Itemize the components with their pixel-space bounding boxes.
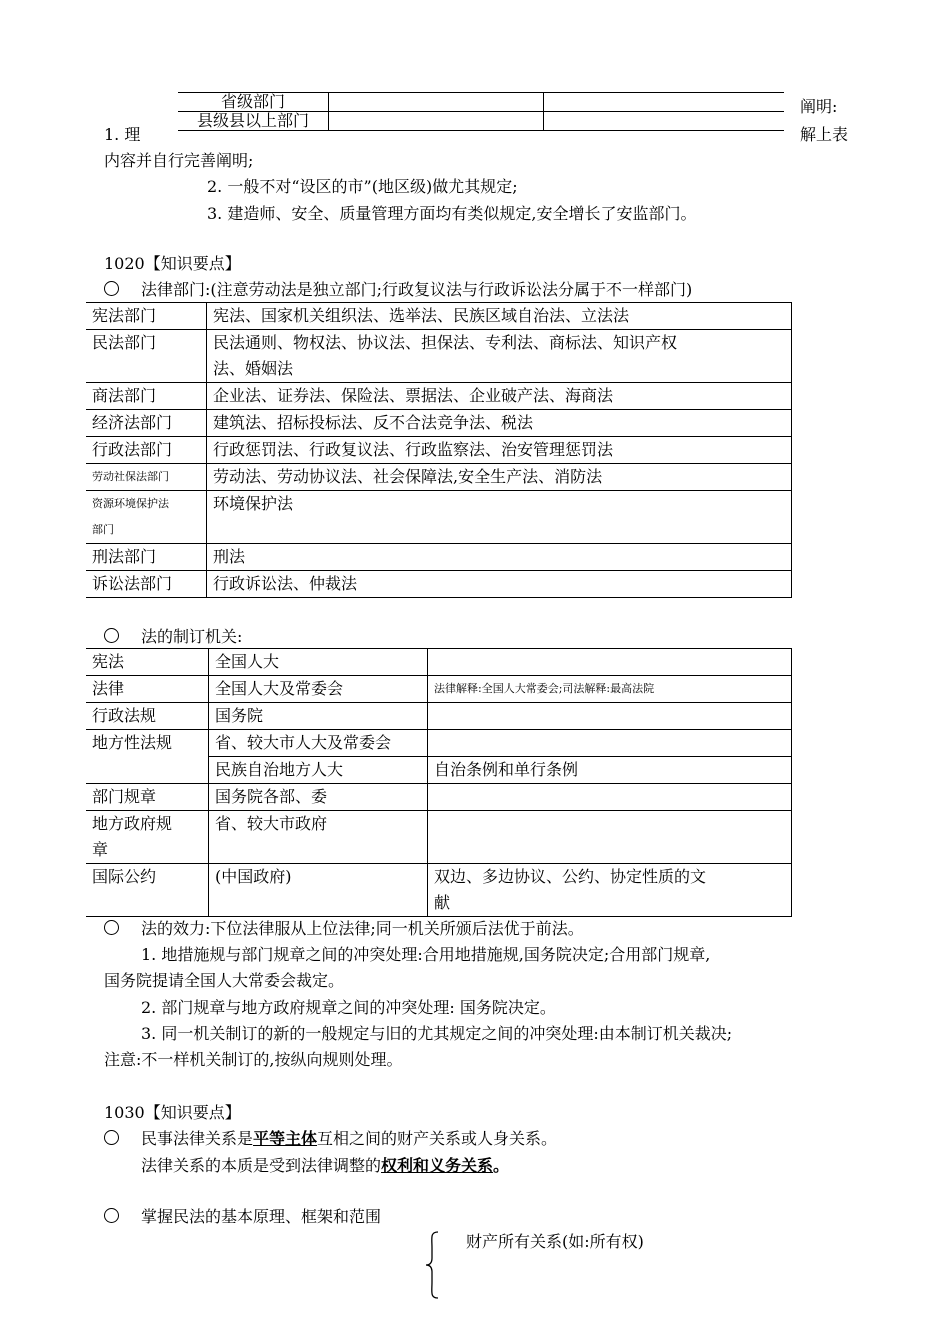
dept-cell: 宪法部门 <box>86 303 207 330</box>
left-brace-icon <box>424 1230 440 1300</box>
laws-cell: 行政诉讼法、仲裁法 <box>207 571 792 598</box>
laws-cell: 企业法、证券法、保险法、票据法、企业破产法、海商法 <box>207 383 792 410</box>
note-cell: 自治条例和单行条例 <box>428 757 792 784</box>
top-table-cell <box>544 112 785 131</box>
note-cell <box>428 649 792 676</box>
circle-bullet-icon <box>104 920 119 935</box>
circle-bullet-icon <box>104 628 119 643</box>
circle-bullet-icon <box>104 281 119 296</box>
laws-cell: 行政惩罚法、行政复议法、行政监察法、治安管理惩罚法 <box>207 437 792 464</box>
effect-p1b: 国务院提请全国人大常委会裁定。 <box>104 971 345 990</box>
section-heading-1020: 1020【知识要点】 <box>104 254 241 273</box>
top-table-cell <box>544 93 785 112</box>
bullet-effect: 法的效力:下位法律服从上位法律;同一机关所颁后法优于前法。 <box>104 916 584 939</box>
dept-cell: 劳动社保法部门 <box>86 464 207 491</box>
laws-cell: 宪法、国家机关组织法、选举法、民族区域自治法、立法法 <box>207 303 792 330</box>
type-cell: 地方性法规 <box>86 730 209 784</box>
note-cell <box>428 784 792 811</box>
top-table-cell: 县级县以上部门 <box>178 112 329 131</box>
organ-cell: 省、较大市政府 <box>209 811 428 864</box>
law-organs-table <box>86 648 792 917</box>
note-cell <box>428 811 792 864</box>
bullet-civil-relation: 民事法律关系是平等主体互相之间的财产关系或人身关系。 <box>104 1126 557 1149</box>
note-item-3: 3. 建造师、安全、质量管理方面均有类似规定,安全增长了安监部门。 <box>207 204 697 223</box>
organ-cell: 民族自治地方人大 <box>209 757 428 784</box>
section-heading-1030: 1030【知识要点】 <box>104 1103 241 1122</box>
note-item-2: 2. 一般不对“设区的市”(地区级)做尤其规定; <box>207 177 518 196</box>
note-item-1-right: 解上表 <box>800 125 849 144</box>
civil-relation-essence: 法律关系的本质是受到法律调整的权利和义务关系。 <box>141 1156 510 1175</box>
dept-cell: 民法部门 <box>86 330 207 383</box>
dept-cell: 商法部门 <box>86 383 207 410</box>
note-item-1-cont: 内容并自行完善阐明; <box>104 151 254 170</box>
type-cell: 国际公约 <box>86 864 209 917</box>
organ-cell: (中国政府) <box>209 864 428 917</box>
note-cell <box>428 703 792 730</box>
effect-p2: 2. 部门规章与地方政府规章之间的冲突处理: 国务院决定。 <box>141 998 556 1017</box>
law-departments-table <box>86 302 792 598</box>
dept-cell: 资源环境保护法 部门 <box>86 491 207 544</box>
dept-cell: 诉讼法部门 <box>86 571 207 598</box>
organ-cell: 国务院 <box>209 703 428 730</box>
effect-p3a: 3. 同一机关制订的新的一般规定与旧的尤其规定之间的冲突处理:由本制订机关裁决; <box>141 1024 733 1043</box>
bullet-law-depts: 法律部门:(注意劳动法是独立部门;行政复议法与行政诉讼法分属于不一样部门) <box>104 277 692 300</box>
organ-cell: 省、较大市人大及常委会 <box>209 730 428 757</box>
note-cell <box>428 730 792 757</box>
type-cell: 法律 <box>86 676 209 703</box>
dept-cell: 行政法部门 <box>86 437 207 464</box>
effect-p3b: 注意:不一样机关制订的,按纵向规则处理。 <box>104 1050 403 1069</box>
laws-cell: 环境保护法 <box>207 491 792 544</box>
note-label: 阐明: <box>800 97 838 116</box>
circle-bullet-icon <box>104 1130 119 1145</box>
laws-cell: 刑法 <box>207 544 792 571</box>
laws-cell: 民法通则、物权法、协议法、担保法、专利法、商标法、知识产权 法、婚姻法 <box>207 330 792 383</box>
type-cell: 宪法 <box>86 649 209 676</box>
effect-p1a: 1. 地措施规与部门规章之间的冲突处理:合用地措施规,国务院决定;合用部门规章, <box>141 945 711 964</box>
note-cell: 双边、多边协议、公约、协定性质的文 献 <box>428 864 792 917</box>
dept-cell: 刑法部门 <box>86 544 207 571</box>
organ-cell: 全国人大及常委会 <box>209 676 428 703</box>
top-partial-table <box>178 92 784 131</box>
top-table-cell <box>329 112 544 131</box>
note-cell: 法律解释:全国人大常委会;司法解释:最高法院 <box>428 676 792 703</box>
bullet-civil-principles: 掌握民法的基本原理、框架和范围 <box>104 1204 381 1227</box>
brace-item-property: 财产所有关系(如:所有权) <box>466 1232 644 1251</box>
dept-cell: 经济法部门 <box>86 410 207 437</box>
top-table-cell <box>329 93 544 112</box>
type-cell: 行政法规 <box>86 703 209 730</box>
organ-cell: 国务院各部、委 <box>209 784 428 811</box>
top-table-cell: 省级部门 <box>178 93 329 112</box>
circle-bullet-icon <box>104 1208 119 1223</box>
type-cell: 部门规章 <box>86 784 209 811</box>
laws-cell: 建筑法、招标投标法、反不合法竞争法、税法 <box>207 410 792 437</box>
type-cell: 地方政府规 章 <box>86 811 209 864</box>
note-item-1-prefix: 1. 理 <box>104 125 141 144</box>
organ-cell: 全国人大 <box>209 649 428 676</box>
laws-cell: 劳动法、劳动协议法、社会保障法,安全生产法、消防法 <box>207 464 792 491</box>
bullet-organs: 法的制订机关: <box>104 624 242 647</box>
